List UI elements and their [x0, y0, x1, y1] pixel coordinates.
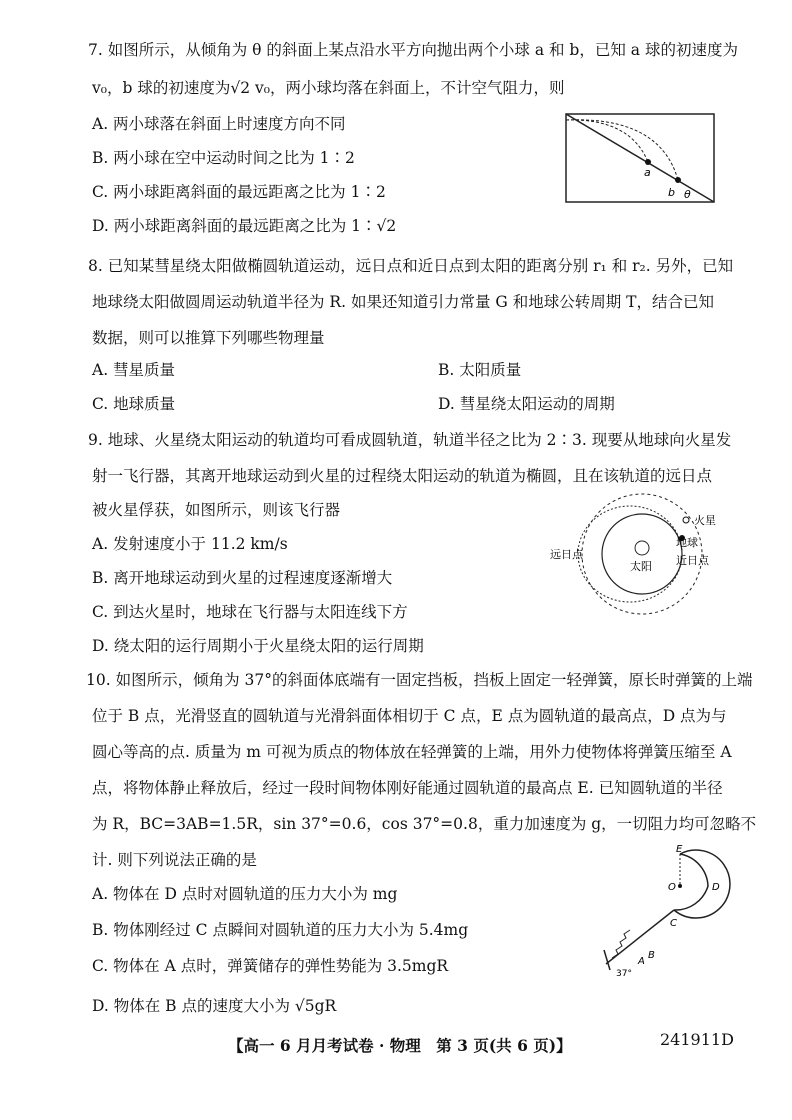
q7-incline-figure — [560, 108, 720, 208]
q10-option-d: D. 物体在 B 点的速度大小为 √5gR — [92, 997, 337, 1015]
q10-track-figure — [598, 840, 738, 980]
q9-option-b: B. 离开地球运动到火星的过程速度逐渐增大 — [92, 569, 393, 587]
q9-fig-label-perihelion: 近日点 — [676, 554, 709, 567]
q8-option-b: B. 太阳质量 — [438, 361, 522, 379]
q10-fig-label-e: E — [676, 844, 683, 855]
q10-fig-label-c: C — [670, 918, 677, 929]
q9-fig-label-sun: 太阳 — [630, 560, 652, 573]
q8-option-c: C. 地球质量 — [92, 395, 176, 413]
q10-stem-line4: 点，将物体静止释放后，经过一段时间物体刚好能通过圆轨道的最高点 E. 已知圆轨道的半径 — [92, 779, 723, 797]
q7-fig-label-theta: θ — [684, 188, 691, 201]
q8-stem-line1: 8. 已知某彗星绕太阳做椭圆轨道运动，远日点和近日点到太阳的距离分别 r₁ 和 r₂. 另外，已知 — [88, 257, 734, 275]
q7-option-b: B. 两小球在空中运动时间之比为 1∶2 — [92, 149, 355, 167]
q9-stem-line1: 9. 地球、火星绕太阳运动的轨道均可看成圆轨道，轨道半径之比为 2∶3. 现要从地球向火星发 — [88, 431, 732, 449]
q7-option-c: C. 两小球距离斜面的最远距离之比为 1∶2 — [92, 183, 386, 201]
q10-fig-label-a: A — [638, 956, 645, 967]
q10-fig-label-b: B — [648, 950, 655, 961]
footer-code: 241911D — [660, 1030, 734, 1049]
q9-fig-label-earth: 地球 — [676, 536, 698, 549]
q9-option-a: A. 发射速度小于 11.2 km/s — [92, 535, 288, 553]
q10-option-b: B. 物体刚经过 C 点瞬间对圆轨道的压力大小为 5.4mg — [92, 921, 469, 939]
q9-option-d: D. 绕太阳的运行周期小于火星绕太阳的运行周期 — [92, 637, 424, 655]
q7-option-a: A. 两小球落在斜面上时速度方向不同 — [92, 115, 346, 133]
q9-option-c: C. 到达火星时，地球在飞行器与太阳连线下方 — [92, 603, 408, 621]
q10-fig-label-o: O — [668, 882, 676, 893]
q10-stem-line2: 位于 B 点，光滑竖直的圆轨道与光滑斜面体相切于 C 点，E 点为圆轨道的最高点，D 点为与 — [92, 707, 727, 725]
q8-stem-line3: 数据，则可以推算下列哪些物理量 — [92, 329, 325, 347]
q9-stem-line3: 被火星俘获，如图所示，则该飞行器 — [92, 501, 341, 519]
q8-option-a: A. 彗星质量 — [92, 361, 176, 379]
q10-stem-line6: 计. 则下列说法正确的是 — [92, 851, 257, 869]
footer-page-info: 【高一 6 月月考试卷 · 物理 第 3 页(共 6 页)】 — [228, 1036, 572, 1055]
q10-fig-label-angle: 37° — [616, 969, 632, 979]
q7-option-d: D. 两小球距离斜面的最远距离之比为 1∶√2 — [92, 217, 397, 235]
q10-stem-line5: 为 R，BC=3AB=1.5R，sin 37°=0.6，cos 37°=0.8，重力加速度为 g，一切阻力均可忽略不 — [92, 815, 757, 833]
q8-stem-line2: 地球绕太阳做圆周运动轨道半径为 R. 如果还知道引力常量 G 和地球公转周期 T，结合已知 — [92, 293, 714, 311]
q9-orbit-figure — [548, 490, 728, 616]
q9-stem-line2: 射一飞行器，其离开地球运动到火星的过程绕太阳运动的轨道为椭圆，且在该轨道的远日点 — [92, 467, 713, 485]
q10-stem-line1: 10. 如图所示，倾角为 37°的斜面体底端有一固定挡板，挡板上固定一轻弹簧，原长时弹簧的上端 — [86, 671, 753, 689]
q7-fig-label-a: a — [644, 166, 651, 179]
q10-option-a: A. 物体在 D 点时对圆轨道的压力大小为 mg — [92, 885, 398, 903]
q7-stem-line1: 7. 如图所示，从倾角为 θ 的斜面上某点沿水平方向抛出两个小球 a 和 b，已知 a 球的初速度为 — [88, 41, 738, 59]
q9-fig-label-aphelion: 远日点 — [550, 548, 583, 561]
q10-stem-line3: 圆心等高的点. 质量为 m 可视为质点的物体放在轻弹簧的上端，用外力使物体将弹簧压缩至 A — [92, 743, 732, 761]
q10-option-c: C. 物体在 A 点时，弹簧储存的弹性势能为 3.5mgR — [92, 957, 449, 975]
q7-stem-line2: v₀，b 球的初速度为√2 v₀，两小球均落在斜面上，不计空气阻力，则 — [92, 79, 565, 97]
q7-fig-label-b: b — [668, 186, 675, 199]
q9-fig-label-mars: 火星 — [694, 514, 716, 527]
q8-option-d: D. 彗星绕太阳运动的周期 — [438, 395, 615, 413]
q10-fig-label-d: D — [712, 882, 720, 893]
